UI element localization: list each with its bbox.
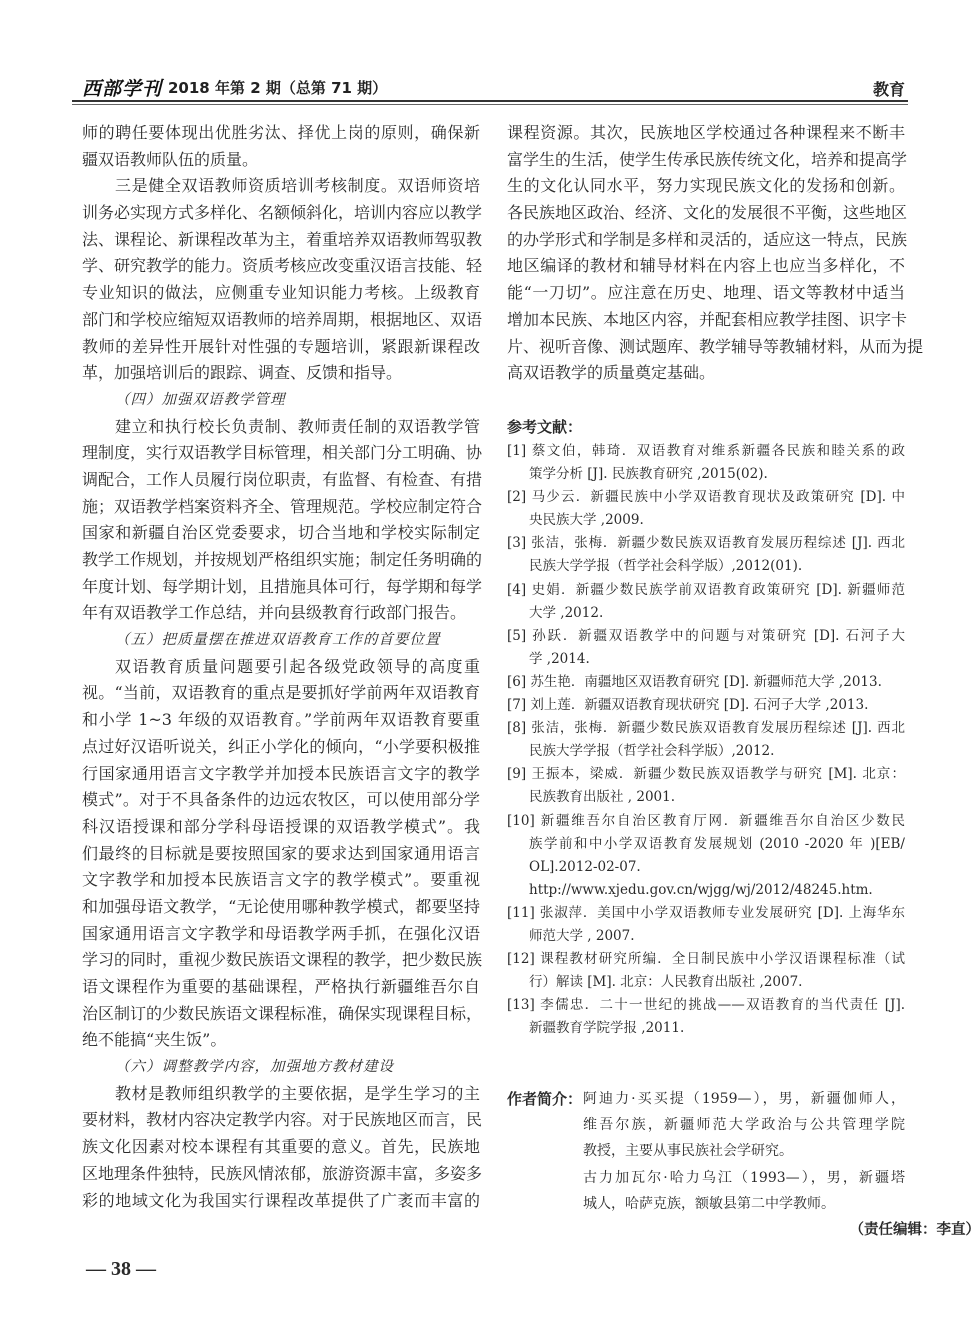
paragraph-line: 增加本民族、本地区内容，并配套相应教学挂图、识字卡 bbox=[507, 309, 908, 329]
reference-item-continued: 学 ,2014. bbox=[529, 650, 590, 667]
responsible-editor: （责任编辑：李直） bbox=[849, 1222, 980, 1238]
author-bio-line: 古力加瓦尔·哈力乌江（1993—），男，新疆塔 bbox=[583, 1169, 905, 1186]
paragraph-line: 区地理条件独特，民族风情浓郁，旅游资源丰富，多姿多 bbox=[82, 1163, 483, 1183]
paragraph-line: 法、课程论、新课程改革为主，着重培养双语教师驾驭教 bbox=[82, 229, 483, 249]
paragraph-line: 富学生的生活，使学生传承民族传统文化，培养和提高学 bbox=[507, 149, 908, 169]
author-bio-line: 阿迪力·买买提（1959—），男，新疆伽师人， bbox=[583, 1091, 905, 1107]
section-title: 教育 bbox=[872, 80, 905, 99]
paragraph-line: 国家和新疆自治区党委要求，切合当地和学校实际制定 bbox=[82, 523, 480, 543]
paragraph-line: 族文化因素对校本课程有其重要的意义。首先，民族地 bbox=[82, 1137, 480, 1157]
paragraph-line: 训务必实现方式多样化、名额倾斜化，培训内容应以教学 bbox=[82, 203, 483, 223]
paragraph-line: 教学工作规划，并按规划严格组织实施；制定任务明确的 bbox=[82, 550, 483, 569]
paragraph-line: 施；双语教学档案资料齐全、管理规范。学校应制定符合 bbox=[82, 496, 483, 516]
paragraph-line: 建立和执行校长负责制、教师责任制的双语教学管 bbox=[115, 416, 480, 436]
paragraph-line: 科汉语授课和部分学科母语授课的双语教学模式”。我 bbox=[82, 816, 480, 836]
paragraph-line: 教师的差异性开展针对性强的专题培训，紧跟新课程改 bbox=[82, 336, 480, 356]
right-column bbox=[507, 120, 924, 387]
reference-item-continued: http://www.xjedu.gov.cn/wjgg/wj/2012/48245.htm. bbox=[529, 881, 873, 898]
reference-item-continued: 民族大学学报（哲学社会科学版）,2012(01). bbox=[529, 558, 803, 575]
paragraph-line: 语文课程作为重要的基础课程，严格执行新疆维吾尔自 bbox=[82, 977, 480, 996]
paragraph-line: 片、视听音像、测试题库、教学辅导等教辅材料，从而为提 bbox=[507, 336, 924, 356]
paragraph-line: 国家通用语言文字教学和母语教学两手抓，在强化汉语 bbox=[82, 923, 480, 943]
paragraph-line: 年度计划、每学期计划，且措施具体可行，每学期和每学 bbox=[82, 576, 483, 596]
reference-item-continued: 族学前和中小学双语教育发展规划 (2010 -2020 年 )[EB/ bbox=[529, 835, 905, 852]
paragraph-line: 教材是教师组织教学的主要依据，是学生学习的主 bbox=[115, 1083, 480, 1103]
issue-info: 2018 年第 2 期（总第 71 期） bbox=[168, 79, 388, 97]
paragraph-line: 地区编译的教材和辅导材料在内容上也应当多样化，不 bbox=[507, 256, 905, 276]
reference-item: [5] 孙跃．新疆双语教学中的问题与对策研究 [D]. 石河子大 bbox=[507, 627, 905, 644]
paragraph-line: 和加强母语文教学，“无论使用哪种教学模式，都要坚持 bbox=[82, 896, 480, 916]
left-column bbox=[82, 120, 483, 1214]
paragraph-line: 模式”。对于不具备条件的边远农牧区，可以使用部分学 bbox=[82, 790, 480, 810]
paragraph-line: 文字教学和加授本民族语言文字的教学模式”。要重视 bbox=[82, 870, 480, 890]
reference-item: [4] 史娟．新疆少数民族学前双语教育政策研究 [D]. 新疆师范 bbox=[507, 581, 905, 598]
paragraph-line: 视。“当前，双语教育的重点是要抓好学前两年双语教育 bbox=[82, 683, 480, 703]
paragraph-line: 各民族地区政治、经济、文化的发展很不平衡，这些地区 bbox=[507, 203, 908, 223]
reference-item: [11] 张淑萍．美国中小学双语教师专业发展研究 [D]. 上海华东 bbox=[507, 904, 905, 921]
author-bio-line: 维吾尔族，新疆师范大学政治与公共管理学院 bbox=[583, 1117, 905, 1134]
paragraph-line: 双语教育质量问题要引起各级党政领导的高度重 bbox=[115, 656, 480, 676]
reference-item: [10] 新疆维吾尔自治区教育厅网．新疆维吾尔自治区少数民 bbox=[507, 812, 905, 829]
paragraph-line: 要材料，教材内容决定教学内容。对于民族地区而言，民 bbox=[82, 1110, 483, 1130]
paragraph-line: 课程资源。其次，民族地区学校通过各种课程来不断丰 bbox=[507, 123, 905, 142]
paragraph-line: 调配合，工作人员履行岗位职责，有监督、有检查、有措 bbox=[82, 469, 483, 489]
reference-item: [12] 课程教材研究所编．全日制民族中小学汉语课程标准（试 bbox=[507, 951, 905, 968]
paragraph-line: 师的聘任要体现出优胜劣汰、择优上岗的原则，确保新 bbox=[82, 123, 480, 142]
paragraph-line: 彩的地域文化为我国实行课程改革提供了广袤而丰富的 bbox=[82, 1190, 480, 1210]
reference-item-continued: OL].2012-02-07. bbox=[529, 858, 641, 875]
reference-item-continued: 民族大学学报（哲学社会科学版）,2012. bbox=[529, 743, 775, 760]
reference-item-continued: 策学分析 [J]. 民族教育研究 ,2015(02). bbox=[529, 466, 768, 483]
reference-item: [1] 蔡文伯，韩琦．双语教育对维系新疆各民族和睦关系的政 bbox=[507, 443, 905, 459]
paragraph-line: 学、研究教学的能力。资质考核应改变重汉语言技能、轻 bbox=[82, 256, 483, 276]
references bbox=[507, 414, 905, 1040]
reference-item-continued: 行）解读 [M]. 北京：人民教育出版社 ,2007. bbox=[529, 974, 803, 991]
reference-item: [7] 刘上莲．新疆双语教育现状研究 [D]. 石河子大学 ,2013. bbox=[507, 697, 869, 714]
paragraph-line: 三是健全双语教师资质培训考核制度。双语师资培 bbox=[115, 176, 480, 196]
paragraph-line: 理制度，实行双语教学目标管理，相关部门分工明确、协 bbox=[82, 443, 483, 463]
reference-item: [6] 苏生艳．南疆地区双语教育研究 [D]. 新疆师范大学 ,2013. bbox=[507, 673, 882, 690]
header-rule-thin bbox=[72, 104, 908, 105]
paragraph-line: 绝不能搞“夹生饭”。 bbox=[82, 1030, 227, 1050]
reference-item-continued: 新疆教育学院学报 ,2011. bbox=[529, 1020, 685, 1037]
section-heading: （六）调整教学内容，加强地方教材建设 bbox=[115, 1059, 394, 1076]
header-rule bbox=[72, 100, 908, 102]
paragraph-line: 能“一刀切”。应注意在历史、地理、语文等教材中适当 bbox=[507, 283, 905, 303]
paragraph-line: 点过好汉语听说关，纠正小学化的倾向，“小学要积极推 bbox=[82, 736, 480, 756]
page-header bbox=[82, 74, 905, 98]
paragraph-line: 生的文化认同水平，努力实现民族文化的发扬和创新。 bbox=[507, 176, 905, 196]
reference-item: [2] 马少云．新疆民族中小学双语教育现状及政策研究 [D]. 中 bbox=[507, 489, 905, 506]
reference-item: [8] 张洁，张梅．新疆少数民族双语教育发展历程综述 [J]. 西北 bbox=[507, 720, 905, 737]
reference-item: [9] 王振本，梁威．新疆少数民族双语教学与研究 [M]. 北京： bbox=[507, 766, 905, 783]
reference-item-continued: 师范大学 , 2007. bbox=[529, 927, 635, 944]
paragraph-line: 年有双语教学工作总结，并向县级教育行政部门报告。 bbox=[82, 603, 467, 623]
page-number: — 38 — bbox=[86, 1258, 156, 1280]
references-title: 参考文献： bbox=[507, 418, 583, 436]
reference-item: [13] 李儒忠．二十一世纪的挑战——双语教育的当代责任 [J]. bbox=[507, 997, 905, 1014]
paragraph-line: 学习的同时，重视少数民族语文课程的教学，把少数民族 bbox=[82, 950, 483, 970]
reference-item-continued: 民族教育出版社 , 2001. bbox=[529, 789, 676, 806]
paragraph-line: 专业知识的做法，应侧重专业知识能力考核。上级教育 bbox=[82, 283, 480, 303]
paragraph-line: 们最终的目标就是要按照国家的要求达到国家通用语言 bbox=[82, 843, 480, 863]
reference-item-continued: 央民族大学 ,2009. bbox=[529, 512, 644, 529]
journal-logo: 西部学刊 bbox=[82, 78, 163, 100]
author-bio-line: 教授，主要从事民族社会学研究。 bbox=[583, 1143, 793, 1160]
author-bio-text bbox=[583, 1086, 905, 1217]
paragraph-line: 高双语教学的质量奠定基础。 bbox=[507, 363, 716, 383]
paragraph-line: 行国家通用语言文字教学并加授本民族语言文字的教学 bbox=[82, 763, 480, 783]
author-bio-label: 作者简介： bbox=[507, 1090, 583, 1108]
paragraph-line: 部门和学校应缩短双语教师的培养周期，根据地区、双语 bbox=[82, 309, 483, 329]
paragraph-line: 疆双语教师队伍的质量。 bbox=[82, 149, 259, 169]
section-heading: （四）加强双语教学管理 bbox=[115, 391, 286, 408]
author-bio-line: 城人，哈萨克族，额敏县第二中学教师。 bbox=[583, 1195, 835, 1212]
reference-item-continued: 大学 ,2012. bbox=[529, 604, 604, 621]
paragraph-line: 治区制订的少数民族语文课程标准，确保实现课程目标， bbox=[82, 1003, 483, 1023]
paragraph-line: 革，加强培训后的跟踪、调查、反馈和指导。 bbox=[82, 363, 403, 383]
section-heading: （五）把质量摆在推进双语教育工作的首要位置 bbox=[115, 632, 441, 649]
reference-list bbox=[507, 440, 905, 1040]
paragraph-line: 的办学形式和学制是多样和灵活的，适应这一特点，民族 bbox=[507, 229, 908, 249]
paragraph-line: 和小学 1~3 年级的双语教育。”学前两年双语教育要重 bbox=[82, 710, 480, 730]
reference-item: [3] 张洁，张梅．新疆少数民族双语教育发展历程综述 [J]. 西北 bbox=[507, 535, 905, 552]
